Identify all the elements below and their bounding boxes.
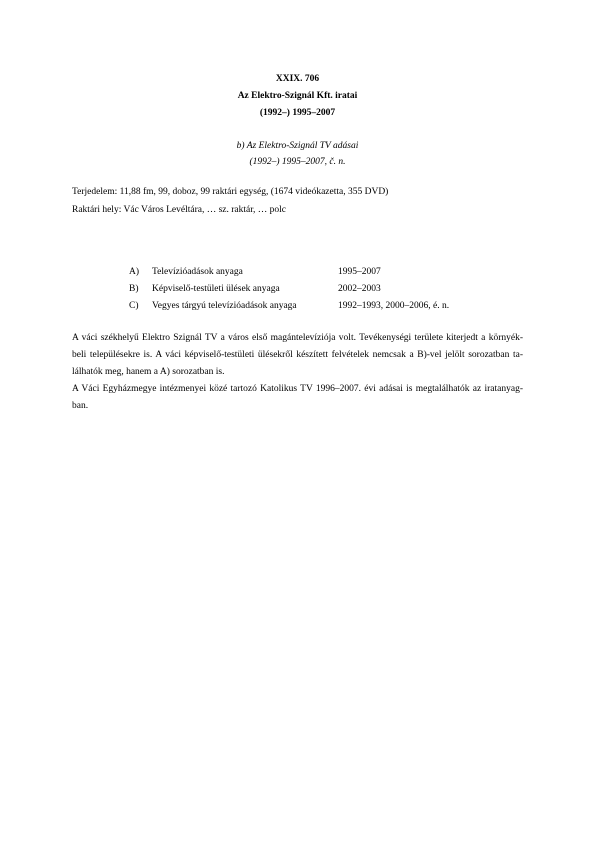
series-years: 2002–2003 (338, 284, 381, 294)
fonds-number: XXIX. 706 (275, 74, 320, 84)
description-line: beli településekre is. A váci képviselő-testületi ülésekről készített felvételek nemcsak a B)-vel jelölt sorozatban ta- (72, 350, 523, 360)
series-item (0, 299, 595, 313)
series-title: Televízióadások anyaga (152, 267, 243, 277)
series-letter: C) (129, 301, 139, 311)
description-line: lálhatók meg, hanem a A) sorozatban is. (72, 367, 225, 377)
subfonds-years: (1992–) 1995–2007, č. n. (249, 157, 346, 167)
extent-line: Terjedelem: 11,88 fm, 99, doboz, 99 raktári egység, (1674 videókazetta, 355 DVD) (72, 187, 389, 197)
series-years: 1992–1993, 2000–2006, é. n. (338, 301, 450, 311)
fonds-title: Az Elektro-Szignál Kft. iratai (237, 91, 358, 101)
description-line: A váci székhelyű Elektro Szignál TV a város első magántelevíziója volt. Tevékenységi területe kiterjedt a környék- (72, 333, 523, 343)
series-letter: A) (129, 267, 140, 277)
series-title: Képviselő-testületi ülések anyaga (152, 284, 280, 294)
series-item (0, 282, 595, 296)
description-line: ban. (72, 401, 89, 411)
subfonds-title: b) Az Elektro-Szignál TV adásai (236, 141, 359, 151)
description-line: A Váci Egyházmegye intézmenyei közé tartozó Katolikus TV 1996–2007. évi adásai is megtalálhatók az iratanyag- (72, 384, 523, 394)
series-letter: B) (129, 284, 139, 294)
series-item (0, 265, 595, 279)
fonds-years: (1992–) 1995–2007 (259, 108, 336, 118)
series-years: 1995–2007 (338, 267, 381, 277)
description-paragraph (72, 330, 523, 415)
location-line: Raktári hely: Vác Város Levéltára, … sz. raktár, … polc (72, 205, 286, 215)
series-title: Vegyes tárgyú televízióadások anyaga (152, 301, 297, 311)
